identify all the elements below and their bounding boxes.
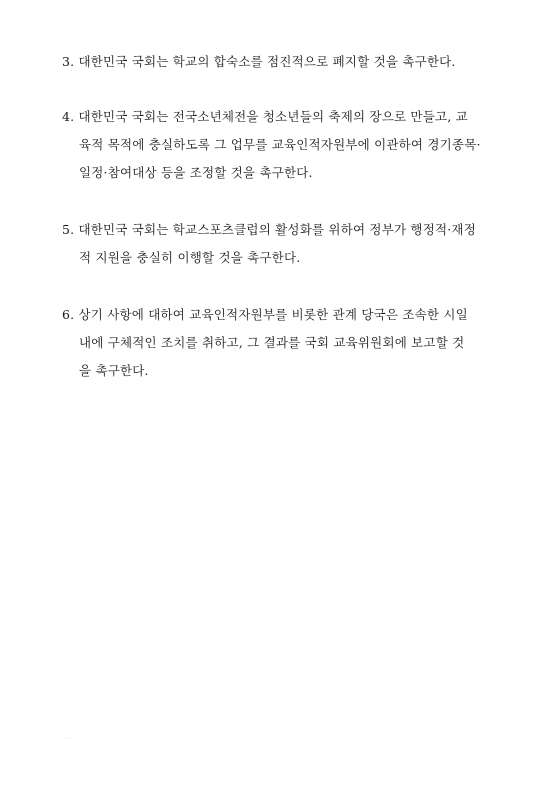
resolution-item-6 — [62, 301, 498, 385]
item-5-line-1: 5. 대한민국 국회는 학교스포츠클럽의 활성화를 위하여 정부가 행정적·재정 — [62, 222, 476, 237]
item-4-line-2: 육적 목적에 충실하도록 그 업무를 교육인적자원부에 이관하여 경기종목· — [79, 137, 481, 152]
item-3-line-1: 3. 대한민국 국회는 학교의 합숙소를 점진적으로 폐지할 것을 촉구한다. — [62, 54, 456, 69]
item-6-line-3: 을 촉구한다. — [79, 363, 149, 378]
resolution-item-4 — [62, 103, 498, 187]
item-4-line-3: 일정·참여대상 등을 조정할 것을 촉구한다. — [79, 165, 313, 180]
item-5-line-2: 적 지원을 충실히 이행할 것을 촉구한다. — [79, 250, 301, 265]
footer-mark: ···· — [60, 735, 75, 743]
resolution-item-3 — [62, 48, 498, 76]
item-6-line-2: 내에 구체적인 조치를 취하고, 그 결과를 국회 교육위원회에 보고할 것 — [79, 335, 465, 350]
item-4-line-1: 4. 대한민국 국회는 전국소년체전을 청소년들의 축제의 장으로 만들고, 교 — [62, 109, 468, 124]
resolution-item-5 — [62, 216, 498, 272]
item-6-line-1: 6. 상기 사항에 대하여 교육인적자원부를 비롯한 관계 당국은 조속한 시일 — [62, 307, 468, 322]
